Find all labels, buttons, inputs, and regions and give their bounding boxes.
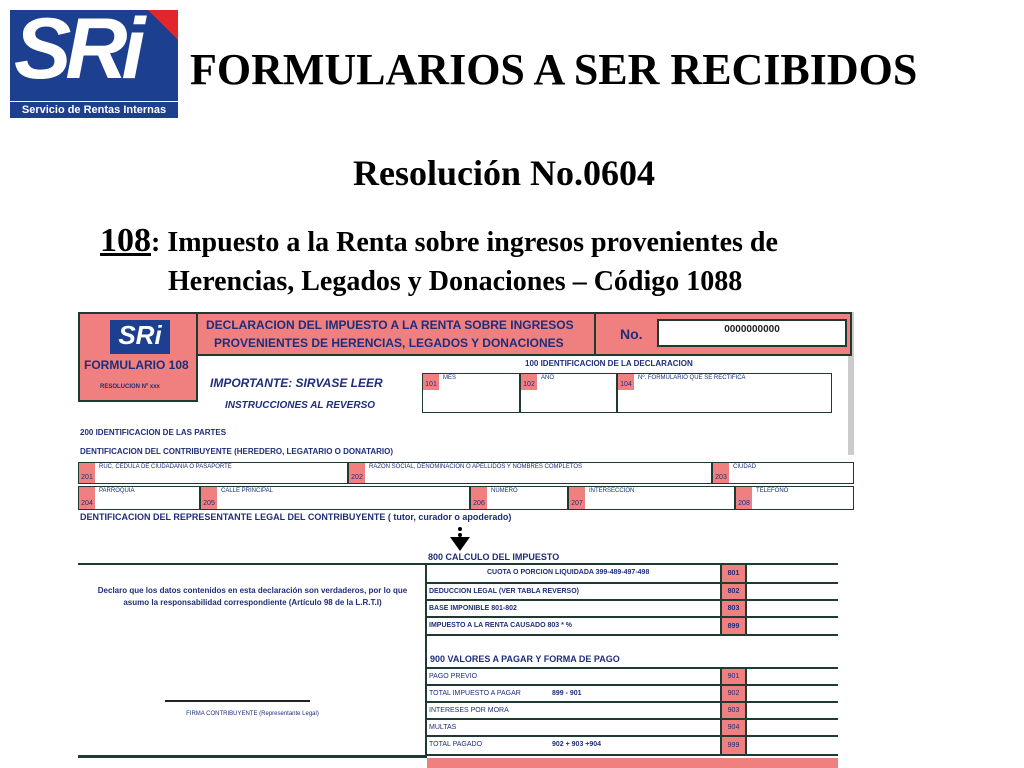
field-code: 102 xyxy=(521,374,537,390)
field-label: RAZON SOCIAL, DENOMINACION O APELLIDOS Y NOMBRES COMPLETOS xyxy=(369,464,583,470)
row-903[interactable] xyxy=(427,703,838,720)
row-label: MULTAS xyxy=(429,724,457,731)
small-sri-logo: SRi xyxy=(110,320,170,354)
form-id-block xyxy=(78,312,198,402)
section-900-heading: 900 VALORES A PAGAR Y FORMA DE PAGO xyxy=(430,654,620,664)
row-code: 801 xyxy=(720,565,747,582)
declaration-text: Declaro que los datos contenidos en esta declaración son verdaderos, por lo que asumo la responsabilidad correspondiente (Artículo 98 de la L.R.T.I) xyxy=(97,586,408,607)
field-208-telefono[interactable] xyxy=(735,486,854,510)
row-803[interactable] xyxy=(427,601,838,618)
no-label: No. xyxy=(620,326,643,342)
row-899[interactable] xyxy=(427,618,838,636)
section-100-heading: 100 IDENTIFICACION DE LA DECLARACION xyxy=(525,359,693,368)
field-102-ano[interactable] xyxy=(520,373,617,413)
field-code: 206 xyxy=(471,487,487,509)
field-label: INTERSECCION xyxy=(589,488,635,494)
row-902[interactable] xyxy=(427,686,838,703)
representative-heading: DENTIFICACION DEL REPRESENTANTE LEGAL DEL CONTRIBUYENTE ( tutor, curador o apoderado) xyxy=(80,512,512,522)
signature-line[interactable] xyxy=(165,700,310,702)
row-formula: 902 + 903 +904 xyxy=(552,741,602,748)
field-code: 204 xyxy=(79,487,95,509)
row-label: TOTAL PAGADO xyxy=(429,741,483,748)
logo-subtitle: Servicio de Rentas Internas xyxy=(10,101,178,116)
row-label: DEDUCCION LEGAL (VER TABLA REVERSO) xyxy=(429,588,579,595)
arrow-head-icon xyxy=(450,537,470,551)
field-202-razon-social[interactable] xyxy=(348,462,712,484)
row-formula: 899 - 901 xyxy=(552,690,582,697)
row-999[interactable] xyxy=(427,737,838,756)
form-bottom xyxy=(78,552,838,768)
row-802[interactable] xyxy=(427,584,838,601)
field-203-ciudad[interactable] xyxy=(712,462,854,484)
dotted-arrow-icon xyxy=(458,527,462,537)
field-code: 101 xyxy=(423,374,439,390)
field-label: CIUDAD xyxy=(733,464,757,470)
logo-text: SRi xyxy=(14,10,140,97)
section-200-heading: 200 IDENTIFICACION DE LAS PARTES xyxy=(80,428,227,437)
row-code: 802 xyxy=(720,584,747,599)
row-code: 901 xyxy=(720,669,747,684)
row-label: CUOTA O PORCION LIQUIDADA 399-489-497-498 xyxy=(487,569,650,576)
header-line1: DECLARACION DEL IMPUESTO A LA RENTA SOBRE INGRESOS xyxy=(206,318,574,332)
declaration-box xyxy=(78,563,427,758)
contributor-heading: DENTIFICACION DEL CONTRIBUYENTE (HEREDERO, LEGATARIO O DONATARIO) xyxy=(80,447,394,456)
field-label: AÑO xyxy=(541,375,555,381)
description-text: Impuesto a la Renta sobre ingresos provenientes de xyxy=(160,227,778,258)
resolution-label: RESOLUCION Nº xxx xyxy=(100,384,160,390)
field-code: 104 xyxy=(618,374,634,390)
sri-logo xyxy=(10,10,178,118)
row-code: 904 xyxy=(720,720,747,735)
row-901[interactable] xyxy=(427,669,838,686)
row-code: 899 xyxy=(720,618,747,634)
form-header xyxy=(196,312,852,356)
field-label: Nº. FORMULARIO QUE SE RECTIFICA xyxy=(638,375,746,381)
important-line1: IMPORTANTE: SIRVASE LEER xyxy=(210,376,383,390)
form-no-field[interactable]: 0000000000 xyxy=(657,319,847,347)
row-label: BASE IMPONIBLE 801-802 xyxy=(429,605,517,612)
field-206-numero[interactable] xyxy=(470,486,568,510)
logo-red-corner xyxy=(148,10,178,40)
row-label: TOTAL IMPUESTO A PAGAR xyxy=(429,690,521,697)
form-description-line2: Herencias, Legados y Donaciones – Código 1088 xyxy=(168,266,743,297)
section-800-heading: 800 CALCULO DEL IMPUESTO xyxy=(428,552,560,562)
row-code: 903 xyxy=(720,703,747,718)
field-code: 205 xyxy=(201,487,217,509)
form-bottom-body xyxy=(78,563,838,768)
divider xyxy=(594,312,596,356)
field-code: 202 xyxy=(349,463,365,483)
row-904[interactable] xyxy=(427,720,838,737)
field-207-interseccion[interactable] xyxy=(568,486,735,510)
row-label: IMPUESTO A LA RENTA CAUSADO 803 * % xyxy=(429,622,573,629)
row-code: 803 xyxy=(720,601,747,616)
field-label: MES xyxy=(443,375,457,381)
form-top xyxy=(78,312,854,526)
resolution-heading: Resolución No.0604 xyxy=(352,153,655,193)
signature-label: FIRMA CONTRIBUYENTE (Representante Legal) xyxy=(186,711,319,717)
field-104-formulario-rectifica[interactable] xyxy=(617,373,832,413)
field-label: RUC, CEDULA DE CIUDADANIA O PASAPORTE xyxy=(99,464,232,470)
field-101-mes[interactable] xyxy=(422,373,520,413)
row-label: PAGO PREVIO xyxy=(429,673,478,680)
colon: : xyxy=(151,227,161,258)
bottom-pink-bar xyxy=(427,758,838,768)
field-201-ruc[interactable] xyxy=(78,462,348,484)
field-code: 208 xyxy=(736,487,752,509)
field-label: TELEFONO xyxy=(756,488,789,494)
slide-title: FORMULARIOS A SER RECIBIDOS xyxy=(190,45,918,94)
row-801[interactable] xyxy=(427,565,838,584)
important-line2: INSTRUCCIONES AL REVERSO xyxy=(225,400,376,411)
header-line2: PROVENIENTES DE HERENCIAS, LEGADOS Y DONACIONES xyxy=(214,336,564,350)
row-code: 999 xyxy=(720,737,747,754)
form-label: FORMULARIO 108 xyxy=(84,358,189,372)
field-204-parroquia[interactable] xyxy=(78,486,200,510)
field-label: NUMERO xyxy=(491,488,518,494)
field-code: 201 xyxy=(79,463,95,483)
field-205-calle-principal[interactable] xyxy=(200,486,470,510)
field-label: CALLE PRINCIPAL xyxy=(221,488,273,494)
field-label: PARROQUIA xyxy=(99,488,135,494)
field-code: 207 xyxy=(569,487,585,509)
form-number: 108 xyxy=(100,222,151,259)
form-description-line1 xyxy=(100,222,778,260)
row-label: INTERESES POR MORA xyxy=(429,707,509,714)
field-code: 203 xyxy=(713,463,729,483)
row-code: 902 xyxy=(720,686,747,701)
